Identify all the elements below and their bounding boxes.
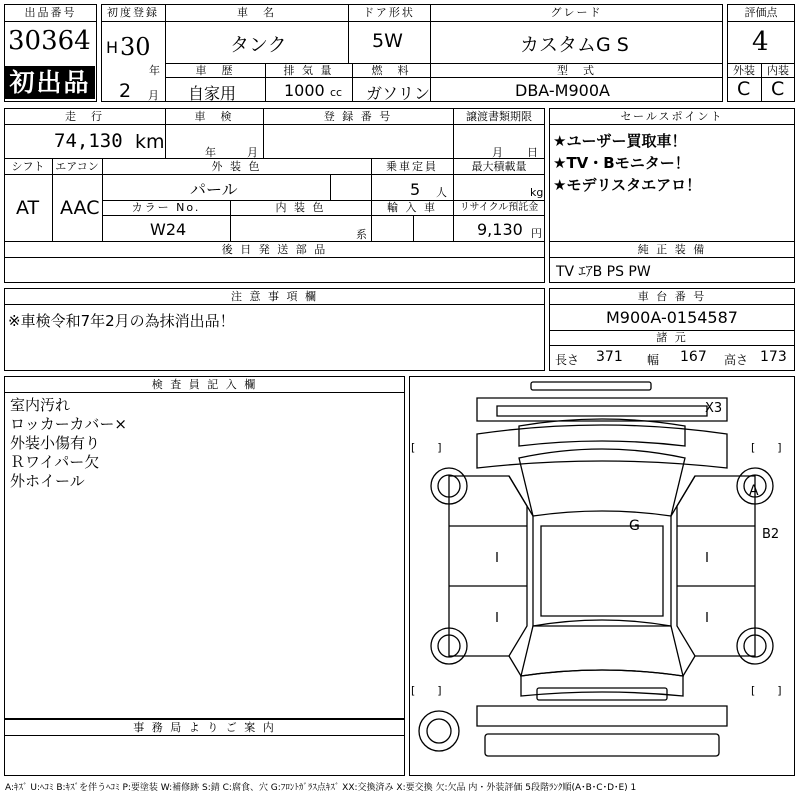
shift: AT	[16, 197, 40, 219]
displacement-unit: cc	[330, 86, 343, 99]
lot-number-label: 出品番号	[24, 6, 77, 19]
reg-month: 2	[119, 80, 132, 102]
reg-no-label: 登 録 番 号	[323, 110, 393, 123]
door-label: ドア形状	[363, 6, 415, 19]
recycle-unit: 円	[531, 227, 542, 240]
transfer-day-unit: 日	[527, 146, 538, 159]
width: 167	[680, 349, 707, 365]
inspector-label: 検 査 員 記 入 欄	[151, 378, 258, 391]
shift-label: シフト	[11, 160, 45, 173]
import-label: 輸 入 車	[387, 201, 437, 214]
fuel: ガソリン	[366, 84, 431, 103]
model-code-label: 型 式	[557, 64, 596, 77]
selling-points-label: セールスポイント	[620, 110, 724, 123]
displacement: 1000	[284, 81, 325, 100]
legend: A:ｷｽﾞ U:ﾍｺﾐ B:ｷｽﾞを伴うﾍｺﾐ P:要塗装 W:補修跡 S:錆 C:腐食、穴 G:ﾌﾛﾝﾄｶﾞﾗｽ点ｷｽﾞ XX:交換済み X:要交換 欠:欠品 内・外装評価 5段階ﾗﾝｸ順(A･B･C･D･E) 1	[5, 783, 637, 793]
color-no: W24	[150, 220, 187, 239]
equipment-label: 純 正 装 備	[637, 243, 707, 256]
grade: カスタムG S	[520, 34, 629, 56]
selling-point-3: ★モデリスタエアロ！	[553, 176, 702, 194]
inspector-remark-3: 外装小傷有り	[10, 434, 101, 452]
exterior-grade: C	[737, 78, 751, 100]
transfer-month-unit: 月	[492, 146, 503, 159]
car-diagram	[409, 376, 795, 776]
height: 173	[760, 349, 787, 365]
interior-label: 内装	[767, 64, 789, 77]
inspector-remark-5: 外ホイール	[10, 472, 85, 490]
mileage-label: 走 行	[65, 110, 104, 123]
ac-label: エアコン	[55, 160, 99, 173]
mileage-unit: km	[135, 131, 165, 153]
car-name-label: 車 名	[237, 6, 276, 19]
ext-color: パール	[190, 180, 238, 199]
era: H	[106, 38, 119, 57]
mileage: 74,130	[54, 130, 123, 152]
later-parts-label: 後 日 発 送 部 品	[221, 243, 328, 256]
mark-g: G	[629, 518, 640, 534]
mark-b2: B2	[762, 527, 780, 542]
length-label: 長さ	[555, 353, 580, 367]
month-unit: 月	[148, 89, 159, 102]
year-unit: 年	[149, 64, 160, 77]
int-color-suffix: 系	[356, 228, 367, 241]
equipment: TV ｴｱB PS PW	[556, 264, 651, 280]
score: 4	[752, 27, 769, 57]
selling-point-2: ★TV・Bモニター！	[553, 154, 690, 172]
displacement-label: 排 気 量	[283, 64, 334, 77]
length: 371	[596, 349, 623, 365]
inspection-month-unit: 月	[247, 146, 258, 159]
load-label: 最大積載量	[471, 160, 527, 173]
transfer-label: 譲渡書類期限	[466, 110, 532, 123]
load-unit: kg	[530, 186, 544, 199]
door-type: 5W	[372, 30, 403, 52]
reg-year: 30	[120, 33, 151, 61]
capacity-unit: 人	[436, 186, 447, 199]
first-reg-label: 初度登録	[107, 6, 159, 19]
recycle-label: リサイクル預託金	[459, 202, 539, 213]
inspector-remark-1: 室内汚れ	[10, 396, 71, 414]
bracket-right-front: [ ]	[751, 441, 782, 454]
caution-label: 注 意 事 項 欄	[231, 290, 318, 303]
mark-a: A	[749, 483, 759, 499]
fuel-label: 燃 料	[371, 64, 411, 77]
recycle-deposit: 9,130	[477, 220, 523, 239]
car-name: タンク	[230, 34, 287, 56]
capacity-label: 乗車定員	[386, 160, 438, 173]
selling-point-1: ★ユーザー買取車！	[553, 132, 687, 150]
inspector-remark-2: ロッカーカバー×	[10, 415, 127, 433]
inspection-year-unit: 年	[205, 146, 216, 159]
exterior-label: 外装	[733, 64, 755, 77]
history-label: 車 歴	[195, 64, 235, 77]
chassis-no: M900A-0154587	[606, 308, 738, 327]
dims-label: 諸 元	[656, 331, 688, 344]
caution-text: ※車検令和7年2月の為抹消出品！	[8, 312, 235, 330]
ext-color-label: 外 装 色	[211, 160, 262, 173]
int-color-label: 内 装 色	[275, 201, 326, 214]
color-no-label: カラー No.	[131, 201, 201, 214]
capacity: 5	[410, 180, 421, 199]
interior-grade: C	[771, 78, 785, 100]
height-label: 高さ	[724, 353, 749, 367]
score-label: 評価点	[744, 6, 778, 19]
mark-x3: X3	[705, 401, 723, 416]
first-listing-badge: 初出品	[5, 66, 95, 99]
history: 自家用	[188, 84, 237, 103]
bracket-left-front: [ ]	[411, 441, 442, 454]
ac: AAC	[60, 197, 100, 219]
chassis-label: 車 台 番 号	[637, 290, 707, 303]
inspector-remark-4: Ｒワイパー欠	[10, 453, 100, 471]
model-code: DBA-M900A	[515, 81, 610, 100]
width-label: 幅	[647, 353, 660, 367]
lot-number: 30364	[8, 26, 91, 56]
bracket-left-rear: [ ]	[411, 684, 442, 697]
bracket-right-rear: [ ]	[751, 684, 782, 697]
office-label: 事 務 局 よ り ご 案 内	[133, 721, 276, 734]
inspection-label: 車 検	[194, 110, 234, 123]
grade-label: グレード	[550, 6, 603, 19]
